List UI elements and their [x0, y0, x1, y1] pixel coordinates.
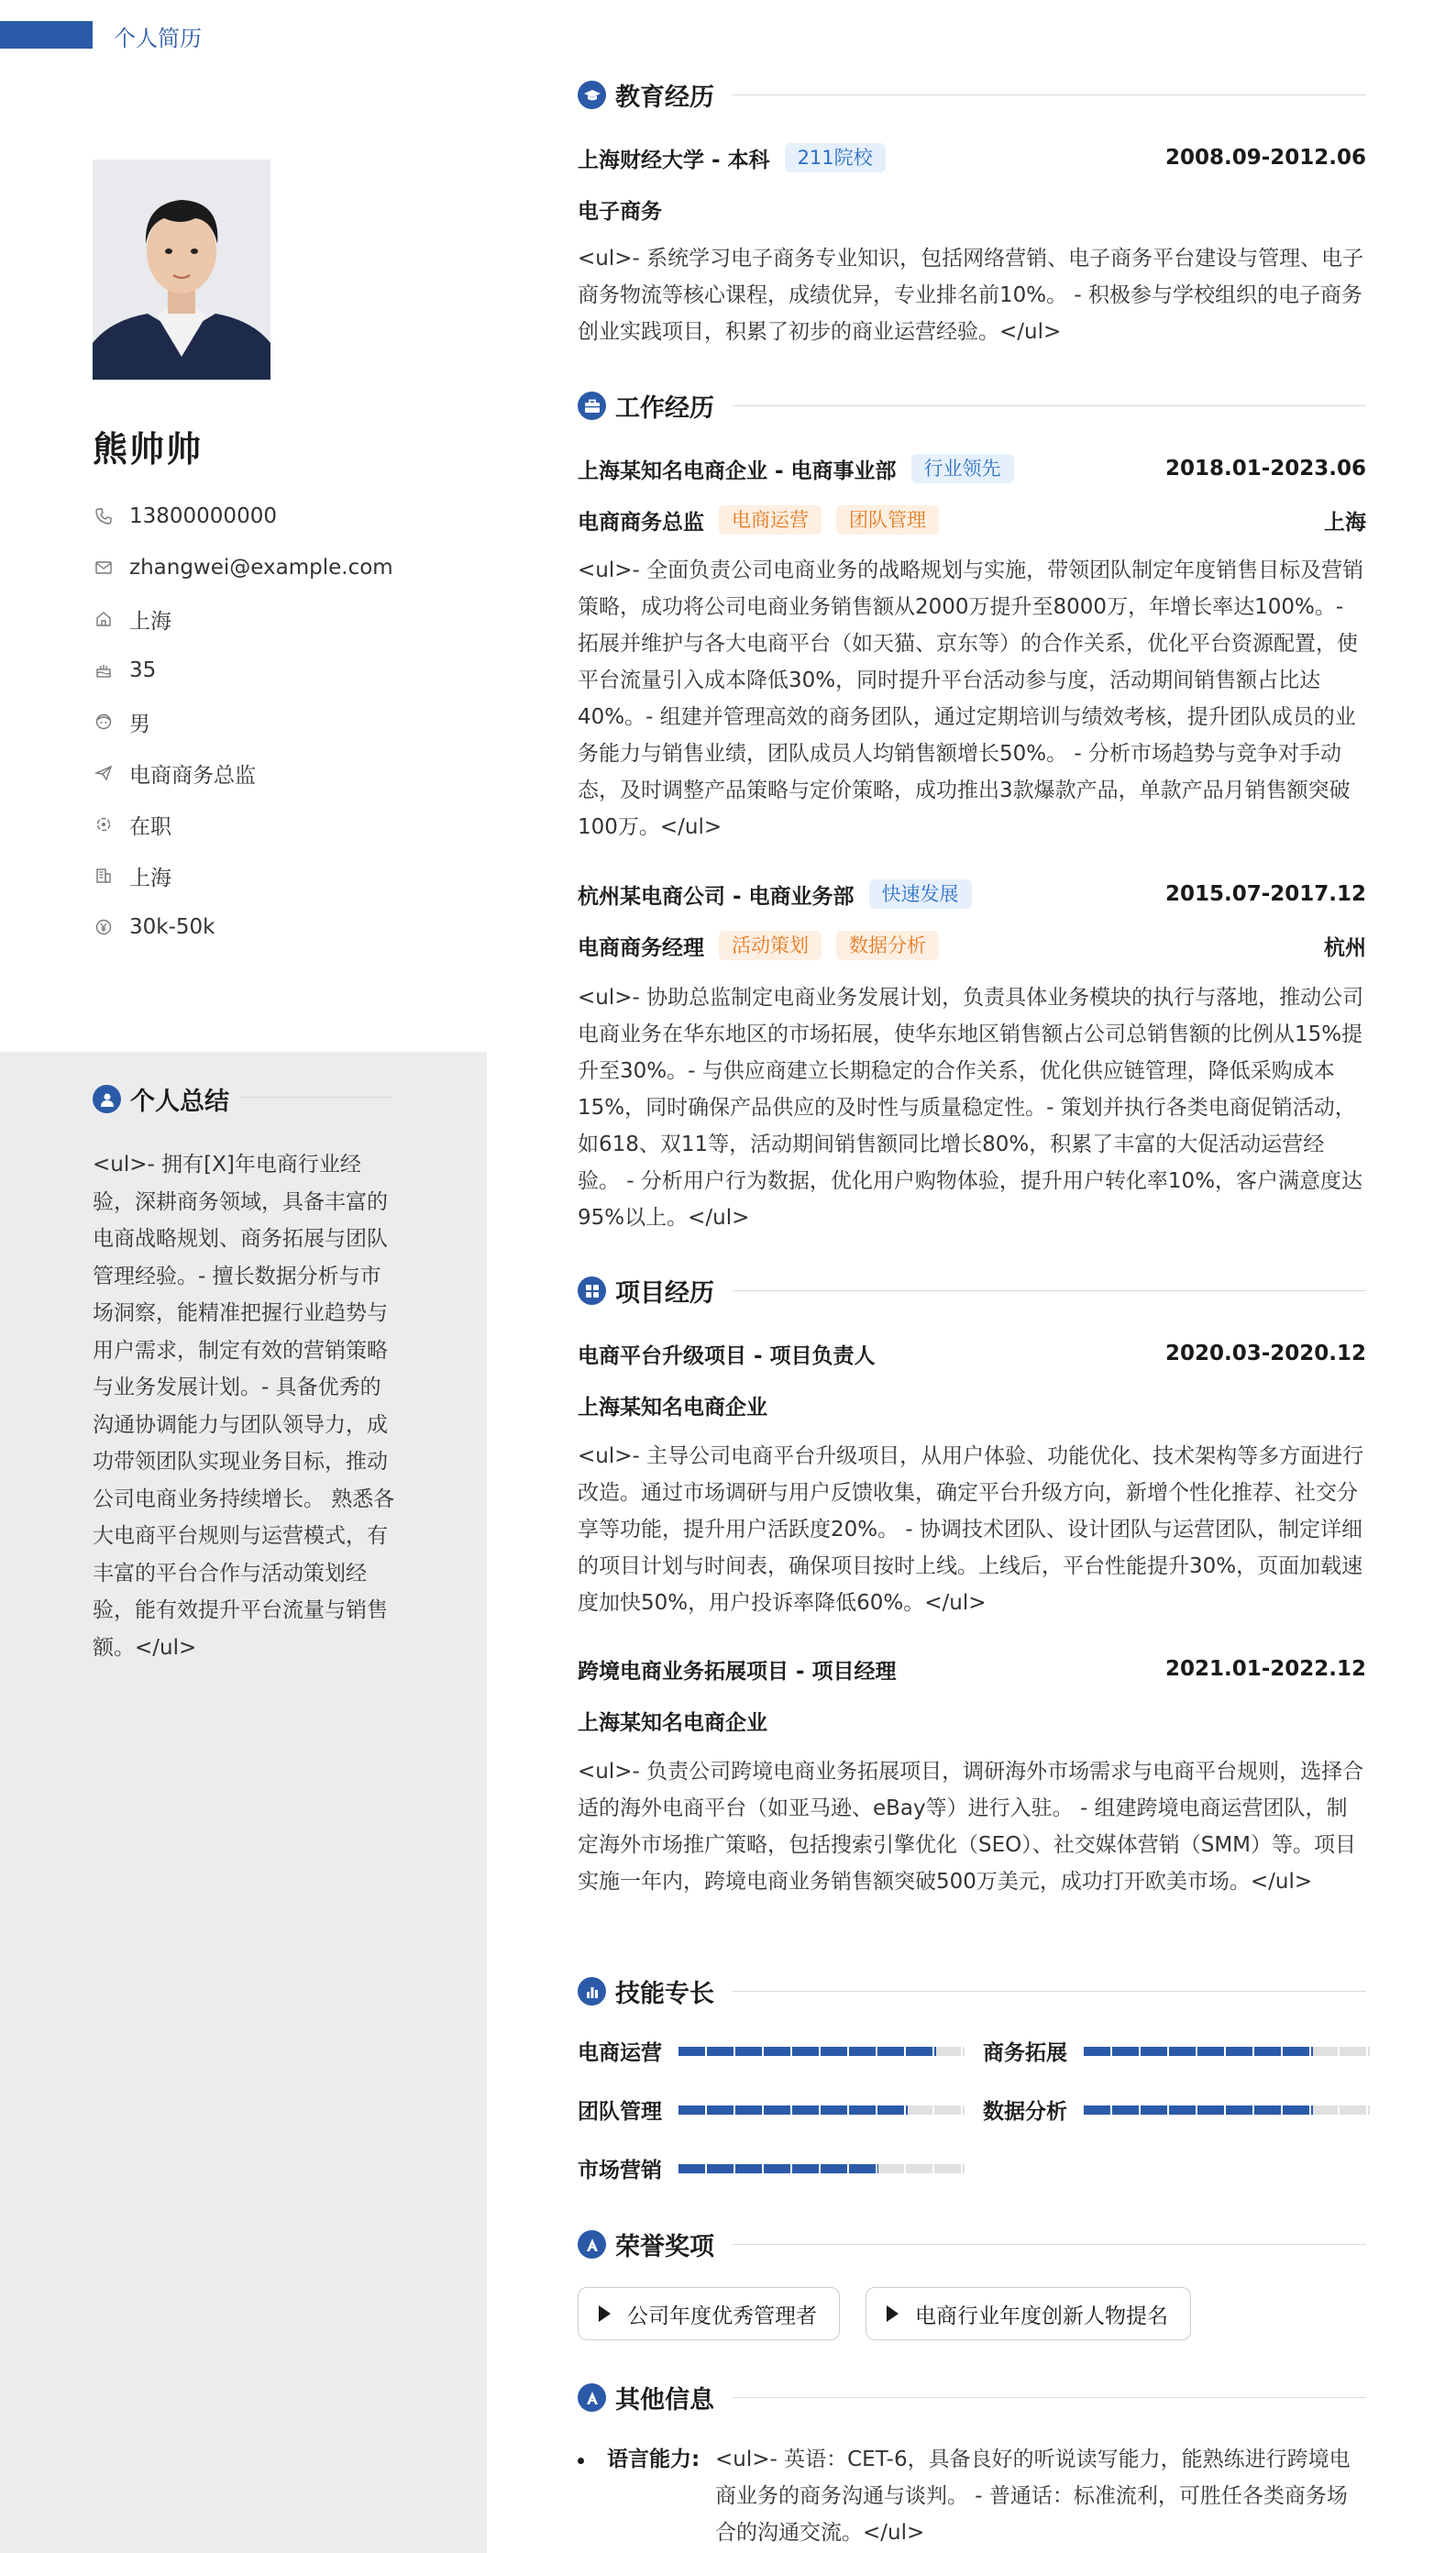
- education-divider: [733, 94, 1366, 95]
- project-item-1-org: [578, 1388, 1366, 1421]
- other-key: 语言能力:: [607, 2448, 700, 2471]
- education-title: 教育经历: [615, 83, 714, 112]
- grid-icon: [578, 1276, 606, 1305]
- skills-divider: [733, 1991, 1366, 1992]
- work-item-2-desc: <ul>- 协助总监制定电商业务发展计划，负责具体业务模块的执行与落地，推动公司电商业务在华东地区的市场拓展，使华东地区销售额占公司总销售额的比例从15%提升至30%。- 与供应商建立长期稳定的合作关系，优化供应链管理，降低采购成本15%，同时确保产品供应的及时性与质量稳定性。- 策划并执行各类电商促销活动，如618、双11等，活动期间销售额同比增长80%，积累了丰富的大促活动运营经验。 - 分析用户行为数据，优化用户购物体验，提升用户转化率10%，客户满意度达95%以上。</ul>: [578, 986, 1364, 1230]
- skill-name: 商务拓展: [983, 2041, 1067, 2065]
- project-item-1-header: [578, 1337, 1366, 1370]
- play-icon: [599, 2305, 611, 2322]
- awards-title: 荣誉奖项: [615, 2233, 714, 2261]
- project-item-1-desc: <ul>- 主导公司电商平台升级项目，从用户体验、功能优化、技术架构等多方面进行改造。通过市场调研与用户反馈收集，确定平台升级方向，新增个性化推荐、社交分享等功能，提升用户活跃度20%。 - 协调技术团队、设计团队与运营团队，制定详细的项目计划与时间表，确保项目按时上线。上线后，平台性能提升30%，页面加载速度加快50%，用户投诉率降低60%。</ul>: [578, 1444, 1364, 1615]
- award-item: [578, 2287, 840, 2340]
- face-icon: [93, 711, 115, 733]
- work-item-1-role: [578, 503, 1366, 536]
- contact-email: [93, 542, 393, 593]
- skill-item: [578, 2094, 965, 2125]
- project-date: 2020.03-2020.12: [1164, 1342, 1366, 1365]
- project-date: 2021.01-2022.12: [1164, 1657, 1366, 1681]
- send-icon: [93, 762, 115, 784]
- summary-heading: [93, 1081, 229, 1117]
- award-name: 电商行业年度创新人物提名: [915, 2304, 1168, 2328]
- cake-icon: [93, 659, 115, 681]
- skill-bar: [1084, 2047, 1370, 2056]
- status-icon: [93, 813, 115, 835]
- work-company: 杭州某电商公司 - 电商业务部: [578, 884, 855, 909]
- education-heading: [578, 77, 1366, 113]
- skill-item: [983, 2094, 1370, 2125]
- work-city: 上海: [1324, 510, 1366, 535]
- education-desc: <ul>- 系统学习电子商务专业知识，包括网络营销、电子商务平台建设与管理、电子商务物流等核心课程，成绩优异，专业排名前10%。 - 积极参与学校组织的电子商务创业实践项目，积累了初步的商业运营经验。</ul>: [578, 247, 1364, 344]
- info-icon: [578, 2383, 606, 2412]
- contact-location: [93, 593, 393, 645]
- work-role: 电商商务总监: [578, 510, 704, 535]
- skill-item: [983, 2036, 1370, 2066]
- profile-photo: [93, 160, 270, 380]
- work-skill-tag: 活动策划: [719, 931, 822, 960]
- summary-divider: [241, 1097, 392, 1098]
- gender-text: 男: [129, 712, 150, 736]
- contact-status: [93, 799, 393, 850]
- yen-icon: [93, 916, 115, 938]
- phone-icon: [93, 505, 115, 527]
- award-item: [866, 2287, 1191, 2340]
- work-item-1-header: [578, 452, 1366, 485]
- skills-title: 技能专长: [615, 1980, 714, 2008]
- education-row: [578, 141, 1366, 174]
- city-text: 上海: [129, 866, 171, 890]
- mail-icon: [93, 557, 115, 579]
- user-icon: [93, 1085, 121, 1113]
- header-accent-bar: [0, 21, 93, 49]
- award-icon: [578, 2230, 606, 2259]
- portrait-image: [93, 160, 270, 380]
- project-item-2-desc: <ul>- 负责公司跨境电商业务拓展项目，调研海外市场需求与电商平台规则，选择合适的海外电商平台（如亚马逊、eBay等）进行入驻。 - 组建跨境电商运营团队，制定海外市场推广策略，包括搜索引擎优化（SEO）、社交媒体营销（SMM）等。项目实施一年内，跨境电商业务销售额突破500万美元，成功打开欧美市场。</ul>: [578, 1760, 1364, 1894]
- bar-chart-icon: [578, 1977, 606, 2006]
- work-item-2-role: [578, 929, 1366, 962]
- award-name: 公司年度优秀管理者: [627, 2304, 817, 2328]
- skill-bar: [1084, 2105, 1370, 2115]
- skill-name: 数据分析: [983, 2100, 1067, 2124]
- graduation-cap-icon: [578, 81, 606, 109]
- contact-gender: [93, 696, 393, 747]
- work-city: 杭州: [1324, 935, 1366, 960]
- contact-salary: [93, 901, 393, 953]
- location-text: 上海: [129, 609, 171, 634]
- project-org: 上海某知名电商企业: [578, 1710, 767, 1735]
- summary-text: <ul>- 拥有[X]年电商行业经验，深耕商务领域，具备丰富的电商战略规划、商务拓展与团队管理经验。- 擅长数据分析与市场洞察，能精准把握行业趋势与用户需求，制定有效的营销策略与业务发展计划。- 具备优秀的沟通协调能力与团队领导力，成功带领团队实现业务目标，推动公司电商业务持续增长。 熟悉各大电商平台规则与运营模式，有丰富的平台合作与活动策划经验，能有效提升平台流量与销售额。</ul>: [93, 1153, 395, 1660]
- work-item-2-header: [578, 878, 1366, 911]
- position-text: 电商商务总监: [129, 763, 256, 788]
- other-divider: [733, 2397, 1366, 2398]
- work-divider: [733, 405, 1366, 406]
- page-title: 个人简历: [114, 26, 202, 51]
- email-text: zhangwei@example.com: [129, 556, 393, 580]
- other-value: <ul>- 英语：CET-6，具备良好的听说读写能力，能熟练进行跨境电商业务的商务沟通与谈判。 - 普通话：标准流利，可胜任各类商务场合的沟通交流。</ul>: [715, 2448, 1351, 2545]
- school-tag: 211院校: [785, 143, 886, 172]
- projects-title: 项目经历: [615, 1279, 714, 1308]
- work-skill-tag: 电商运营: [719, 505, 822, 535]
- work-date: 2018.01-2023.06: [1164, 457, 1366, 481]
- bullet-dot: [578, 2458, 584, 2464]
- contact-position: [93, 747, 393, 799]
- projects-divider: [733, 1290, 1366, 1291]
- school-name: 上海财经大学 - 本科: [578, 148, 770, 172]
- work-heading: [578, 388, 1366, 424]
- awards-heading: [578, 2227, 1366, 2262]
- skill-bar: [678, 2164, 965, 2173]
- project-name: 跨境电商业务拓展项目 - 项目经理: [578, 1659, 897, 1684]
- project-item-2-header: [578, 1652, 1366, 1685]
- skill-name: 市场营销: [578, 2159, 662, 2183]
- contact-phone: [93, 491, 393, 542]
- other-heading: [578, 2380, 1366, 2415]
- work-item-1-desc: <ul>- 全面负责公司电商业务的战略规划与实施，带领团队制定年度销售目标及营销策略，成功将公司电商业务销售额从2000万提升至8000万，年增长率达100%。- 拓展并维护与各大电商平台（如天猫、京东等）的合作关系，优化平台资源配置，使平台流量引入成本降低30%，同时提升平台活动参与度，活动期间销售额占比达40%。- 组建并管理高效的商务团队，通过定期培训与绩效考核，提升团队成员的业务能力与销售业绩，团队成员人均销售额增长50%。 - 分析市场趋势与竞争对手动态，及时调整产品策略与定价策略，成功推出3款爆款产品，单款产品月销售额突破100万。</ul>: [578, 558, 1364, 839]
- project-item-2-org: [578, 1704, 1366, 1737]
- projects-heading: [578, 1273, 1366, 1309]
- work-role: 电商商务经理: [578, 935, 704, 960]
- home-icon: [93, 608, 115, 630]
- skill-item: [578, 2036, 965, 2066]
- contact-age: [93, 645, 393, 696]
- salary-text: 30k-50k: [129, 915, 215, 939]
- work-skill-tag: 数据分析: [836, 931, 939, 960]
- skill-bar: [678, 2105, 965, 2115]
- summary-title: 个人总结: [130, 1088, 229, 1116]
- candidate-name: 熊帅帅: [93, 429, 204, 470]
- skill-name: 电商运营: [578, 2041, 662, 2065]
- work-date: 2015.07-2017.12: [1164, 882, 1366, 906]
- work-skill-tag: 团队管理: [836, 505, 939, 535]
- major-row: [578, 193, 1366, 226]
- project-name: 电商平台升级项目 - 项目负责人: [578, 1343, 876, 1368]
- phone-text: 13800000000: [129, 504, 277, 528]
- status-text: 在职: [129, 814, 171, 839]
- skill-name: 团队管理: [578, 2100, 662, 2124]
- play-icon: [887, 2305, 899, 2322]
- building-icon: [93, 865, 115, 887]
- skills-heading: [578, 1973, 1366, 2009]
- work-company: 上海某知名电商企业 - 电商事业部: [578, 459, 897, 483]
- work-company-tag: 快速发展: [869, 879, 972, 909]
- skill-bar: [678, 2047, 965, 2056]
- project-org: 上海某知名电商企业: [578, 1395, 767, 1420]
- briefcase-icon: [578, 392, 606, 420]
- work-title: 工作经历: [615, 394, 714, 423]
- education-date: 2008.09-2012.06: [1164, 146, 1366, 170]
- work-company-tag: 行业领先: [911, 454, 1014, 483]
- awards-divider: [733, 2244, 1366, 2245]
- skill-item: [578, 2153, 965, 2183]
- contact-city: [93, 850, 393, 901]
- contact-list: [93, 491, 393, 953]
- major-name: 电子商务: [578, 199, 662, 224]
- age-text: 35: [129, 658, 157, 682]
- other-title: 其他信息: [615, 2386, 714, 2415]
